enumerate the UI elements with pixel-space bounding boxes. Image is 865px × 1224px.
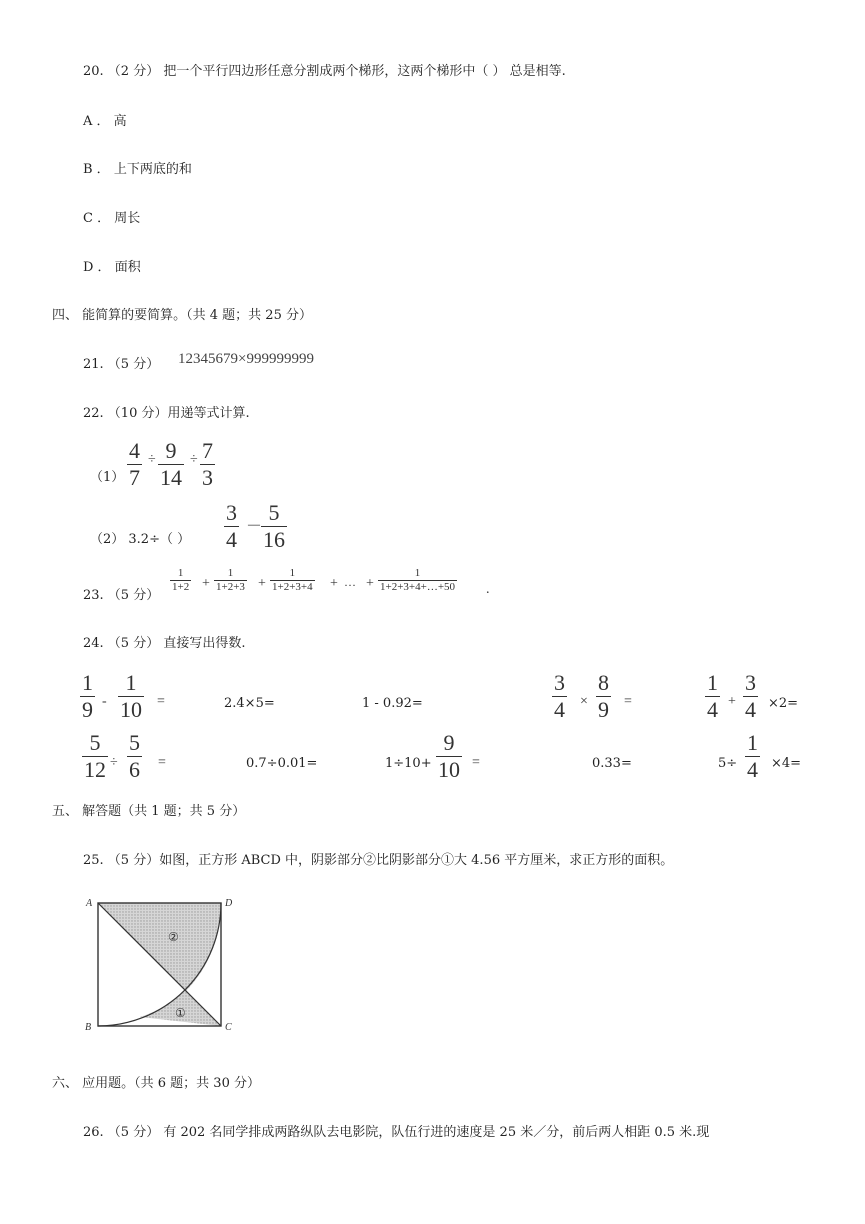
q24-r2c-fraction: 9 10 — [438, 730, 460, 782]
q23-term-4: 1 1+2+3+4+…+50 — [380, 567, 456, 593]
q24-r2b: 0.7÷0.01= — [246, 756, 318, 771]
q22-p1-fraction-1: 4 7 — [129, 438, 140, 490]
q24-r2c-eq: = — [472, 755, 480, 770]
q21-label: 21. （5 分） — [83, 357, 160, 372]
q24-r1c: 1 - 0.92= — [362, 696, 423, 711]
q22-part2-prefix: （2） 3.2÷（ ） — [90, 532, 191, 547]
q22-p1-fraction-3: 7 3 — [202, 438, 213, 490]
label-a: A — [86, 898, 93, 909]
q22-p1-op2: ÷ — [190, 452, 198, 467]
label-d: D — [225, 898, 233, 909]
label-region-1: ① — [175, 1006, 186, 1020]
q24-r1e-tail: ×2= — [768, 696, 799, 711]
q23-label: 23. （5 分） — [83, 588, 160, 603]
q20-option-c: C ． 周长 — [83, 211, 141, 226]
label-region-2: ② — [168, 930, 179, 944]
q20-option-d: D ． 面积 — [83, 260, 141, 275]
q24-r2d: 0.33= — [592, 756, 632, 771]
q25-text: 25. （5 分）如图，正方形 ABCD 中，阴影部分②比阴影部分①大 4.56 平方厘米，求正方形的面积。 — [83, 853, 674, 868]
section-5-heading: 五、 解答题（共 1 题；共 5 分） — [52, 804, 246, 819]
q25-figure — [80, 893, 240, 1035]
q24-r2a-op: ÷ — [110, 755, 118, 770]
q23-plus-4: + — [366, 576, 374, 591]
q24-r1e-fraction-1: 1 4 — [707, 670, 718, 722]
q22-p2-fraction-1: 3 4 — [226, 500, 237, 552]
square-abcd-diagram — [80, 893, 240, 1035]
q24-r1a-fraction-1: 1 9 — [82, 670, 93, 722]
q24-r1e-fraction-2: 3 4 — [745, 670, 756, 722]
q24-r2a-fraction-1: 5 12 — [84, 730, 106, 782]
q22-p2-op: － — [246, 518, 263, 535]
q23-ellipsis: ··· — [344, 578, 356, 592]
q24-r2e-fraction: 1 4 — [747, 730, 758, 782]
q24-r2c-prefix: 1÷10+ — [385, 756, 432, 771]
q24-r1a-op: - — [102, 694, 107, 709]
q23-term-1: 1 1+2 — [172, 567, 190, 593]
q22-p1-op1: ÷ — [148, 452, 156, 467]
q23-period: . — [486, 582, 490, 597]
q23-plus-3: + — [330, 576, 338, 591]
q22-p2-fraction-2: 5 16 — [263, 500, 285, 552]
q24-label: 24. （5 分） 直接写出得数. — [83, 636, 246, 651]
q24-r1b: 2.4×5= — [224, 696, 275, 711]
q20-option-a: A ． 高 — [83, 114, 127, 129]
q22-p1-fraction-2: 9 14 — [160, 438, 182, 490]
q23-plus-2: + — [258, 576, 266, 591]
shaded-region-2-fill — [98, 903, 221, 991]
section-6-heading: 六、 应用题。（共 6 题；共 30 分） — [52, 1076, 260, 1091]
q24-r1a-eq: = — [157, 694, 165, 709]
q21-expression: 12345679×999999999 — [178, 351, 314, 367]
q23-term-2: 1 1+2+3 — [216, 567, 245, 593]
q23-term-3: 1 1+2+3+4 — [272, 567, 313, 593]
q22-part1-num: （1） — [90, 470, 125, 485]
q20-option-b: B ． 上下两底的和 — [83, 162, 192, 177]
label-c: C — [225, 1022, 232, 1033]
q24-r1d-fraction-1: 3 4 — [554, 670, 565, 722]
q24-r1d-op: × — [580, 694, 588, 709]
q24-r2e-prefix: 5÷ — [718, 756, 738, 771]
q24-r2e-tail: ×4= — [771, 756, 802, 771]
q24-r2a-eq: = — [158, 755, 166, 770]
q22-label: 22. （10 分）用递等式计算. — [83, 406, 250, 421]
q23-plus-1: + — [202, 576, 210, 591]
q24-r1d-eq: = — [624, 694, 632, 709]
label-b: B — [85, 1022, 92, 1033]
q24-r1a-fraction-2: 1 10 — [120, 670, 142, 722]
q24-r1d-fraction-2: 8 9 — [598, 670, 609, 722]
q26-text: 26. （5 分） 有 202 名同学排成两路纵队去电影院，队伍行进的速度是 25 米／分，前后两人相距 0.5 米.现 — [83, 1125, 710, 1140]
q24-r2a-fraction-2: 5 6 — [129, 730, 140, 782]
q20-text: 20. （2 分） 把一个平行四边形任意分割成两个梯形，这两个梯形中（ ） 总是相等. — [83, 64, 566, 79]
q24-r1e-op: + — [728, 694, 736, 709]
section-4-heading: 四、 能简算的要简算。（共 4 题；共 25 分） — [52, 308, 312, 323]
